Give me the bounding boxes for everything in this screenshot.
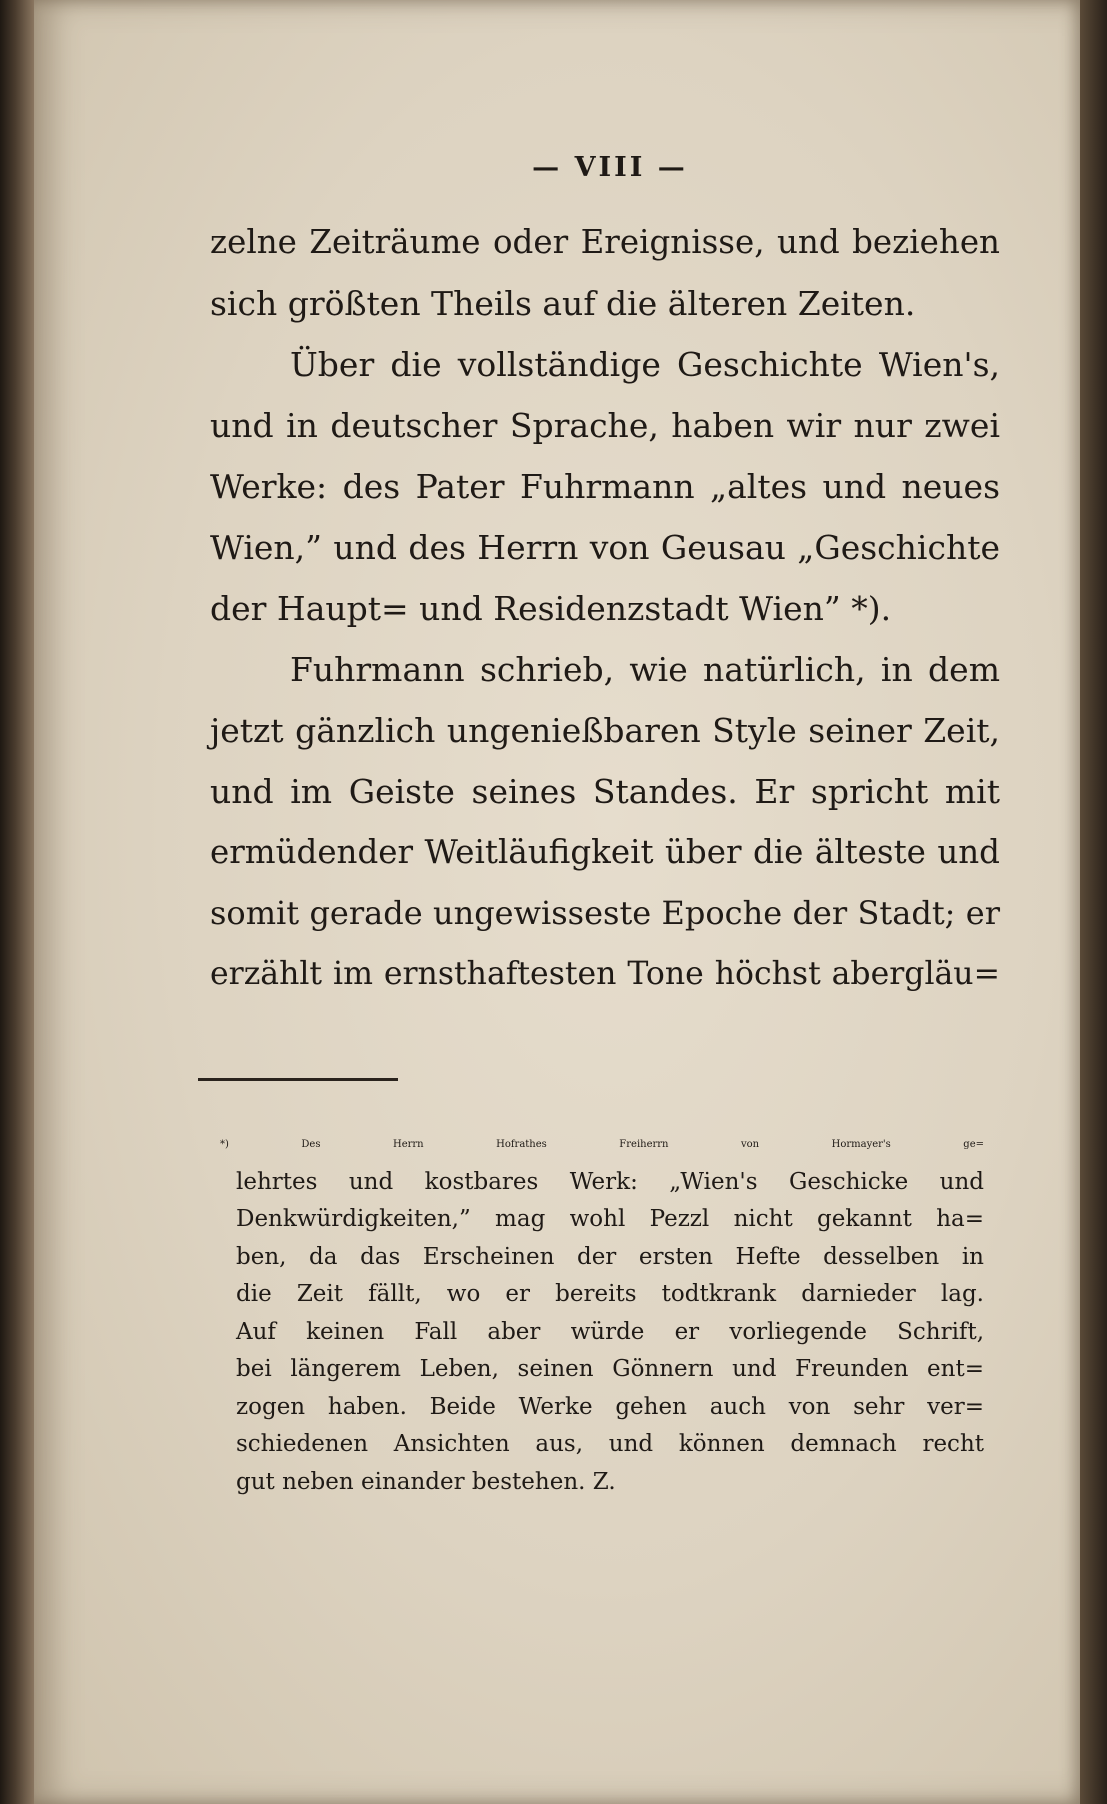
page-edge [1080, 0, 1107, 1804]
footnote-line: *) Des Herrn Hofrathes Freiherrn von Hormayer's ge= [220, 1139, 984, 1150]
page-header: — VIII — [532, 152, 688, 183]
body-line: ermüdender Weitläufigkeit über die älteste und [210, 833, 1000, 871]
body-line: somit gerade ungewisseste Epoche der Stadt; er [210, 894, 1000, 932]
footnote-line: Auf keinen Fall aber würde er vorliegende Schrift, [236, 1318, 984, 1345]
footnote-line: zogen haben. Beide Werke gehen auch von sehr ver= [236, 1393, 984, 1420]
body-text [210, 212, 1000, 1042]
body-line: Wien,” und des Herrn von Geusau „Geschichte [210, 528, 1000, 567]
book-spine [0, 0, 34, 1804]
footnote-line: die Zeit fällt, wo er bereits todtkrank darnieder lag. [236, 1281, 984, 1307]
footnote-line: Denkwürdigkeiten,” mag wohl Pezzl nicht gekannt ha= [236, 1206, 984, 1232]
body-line: sich größten Theils auf die älteren Zeiten. [210, 284, 916, 323]
body-line: der Haupt= und Residenzstadt Wien” *). [210, 589, 892, 628]
body-line: und im Geiste seines Standes. Er spricht mit [210, 772, 1000, 811]
footnote [220, 1126, 984, 1546]
body-line: zelne Zeiträume oder Ereignisse, und beziehen [210, 223, 1000, 261]
body-line: jetzt gänzlich ungenießbaren Style seiner Zeit, [210, 711, 1000, 750]
body-line: erzählt im ernsthaftesten Tone höchst abergläu= [210, 956, 1000, 992]
footnote-divider [198, 1078, 398, 1081]
footnote-line: bei längerem Leben, seinen Gönnern und Freunden ent= [236, 1356, 984, 1382]
footnote-line: gut neben einander bestehen. Z. [236, 1468, 616, 1495]
body-line: Über die vollständige Geschichte Wien's, [290, 345, 1000, 384]
footnote-line: schiedenen Ansichten aus, und können demnach recht [236, 1431, 984, 1457]
footnote-line: lehrtes und kostbares Werk: „Wien's Geschicke und [236, 1168, 984, 1195]
footnote-line: ben, da das Erscheinen der ersten Hefte desselben in [236, 1243, 984, 1270]
body-line: Fuhrmann schrieb, wie natürlich, in dem [290, 650, 1000, 689]
body-line: Werke: des Pater Fuhrmann „altes und neues [210, 467, 1000, 506]
body-line: und in deutscher Sprache, haben wir nur zwei [210, 406, 1000, 445]
